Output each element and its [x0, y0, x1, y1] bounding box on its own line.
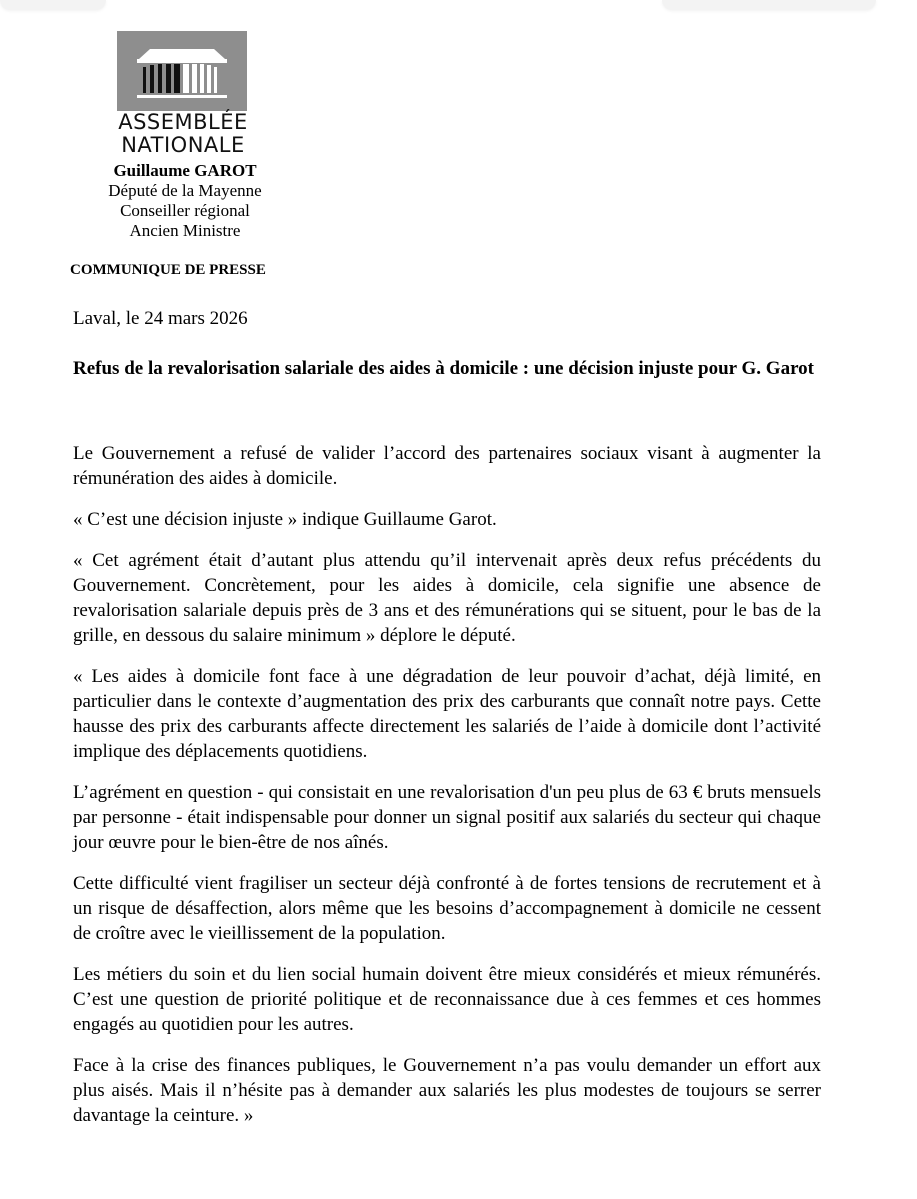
body-paragraph: « C’est une décision injuste » indique Guillaume Garot.: [73, 509, 497, 530]
top-overlay-right: [662, 0, 876, 10]
document-date: Laval, le 24 mars 2026: [73, 308, 248, 329]
author-block: [70, 161, 300, 241]
body-paragraph: L’agrément en question - qui consistait en une revalorisation d'un peu plus de 63 € bruts mensuels par personne - était indispensable pour donner un signal positif aux salariés du secteur qui chaque jour œuvre pour le bien-être de nos aînés.: [73, 782, 821, 853]
logo-text-line2: NATIONALE: [121, 133, 245, 157]
hemicycle-icon: [117, 31, 247, 111]
body-paragraph: « Les aides à domicile font face à une dégradation de leur pouvoir d’achat, déjà limité, en particulier dans le contexte d’augmentation des prix des carburants que connaît notre pays. Cette hausse des prix des carburants affecte directement les salariés de l’aide à domicile dont l’activité implique des déplacements quotidiens.: [73, 666, 821, 762]
body-paragraph: Les métiers du soin et du lien social humain doivent être mieux considérés et mieux rémunérés. C’est une question de priorité politique et de reconnaissance due à ces femmes et ces hommes engagés au quotidien pour les autres.: [73, 964, 821, 1035]
top-overlay-left: [0, 0, 106, 10]
body-paragraph: Le Gouvernement a refusé de valider l’accord des partenaires sociaux visant à augmenter la rémunération des aides à domicile.: [73, 443, 821, 489]
author-role-ministre: Ancien Ministre: [129, 221, 241, 240]
body-paragraph: « Cet agrément était d’autant plus attendu qu’il intervenait après deux refus précédents du Gouvernement. Concrètement, pour les aides à domicile, cela signifie une absence de revalorisation salariale depuis près de 3 ans et des rémunérations qui se situent, pour le bas de la grille, en dessous du salaire minimum » déplore le député.: [73, 550, 821, 646]
logo-emblem: [117, 31, 247, 111]
assemblee-nationale-logo: [113, 31, 253, 156]
author-role-conseiller: Conseiller régional: [120, 201, 250, 220]
author-role-depute: Député de la Mayenne: [108, 181, 262, 200]
body-paragraph: Face à la crise des finances publiques, le Gouvernement n’a pas voulu demander un effort aux plus aisés. Mais il n’hésite pas à demander aux salariés les plus modestes de toujours se serrer davantage la ceinture. »: [73, 1055, 821, 1126]
body-paragraph: Cette difficulté vient fragiliser un secteur déjà confronté à de fortes tensions de recrutement et à un risque de désaffection, alors même que les besoins d’accompagnement à domicile ne cessent de croître avec le vieillissement de la population.: [73, 873, 821, 944]
author-name: Guillaume GAROT: [113, 161, 257, 180]
logo-text-line1: ASSEMBLÉE: [118, 110, 248, 134]
document-body: [73, 441, 821, 1144]
document-title: Refus de la revalorisation salariale des aides à domicile : une décision injuste pour G. Garot: [73, 358, 814, 379]
document-type: COMMUNIQUE DE PRESSE: [70, 262, 266, 278]
